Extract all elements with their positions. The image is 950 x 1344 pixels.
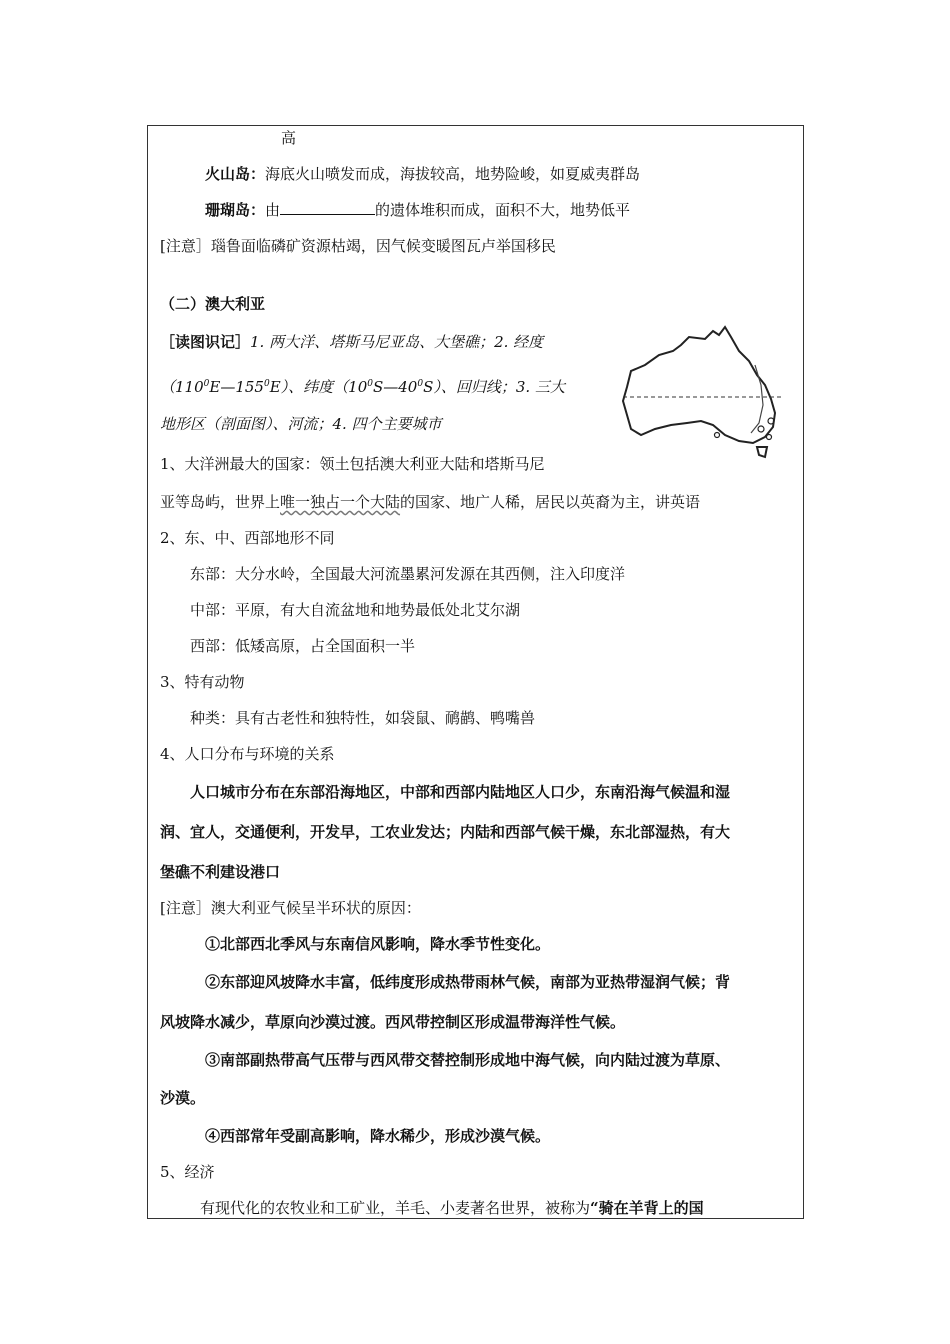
coral-label: 珊瑚岛：: [205, 201, 266, 219]
item-1-line-1: 1、大洋洲最大的国家：领土包括澳大利亚大陆和塔斯马尼: [160, 455, 545, 473]
item-3: 3、特有动物: [160, 673, 245, 691]
climate-reason-3-line-1: ③南部副热带高气压带与西风带交替控制形成地中海气候，向内陆过渡为草原、: [205, 1051, 731, 1069]
coral-island-line: [205, 200, 630, 220]
item-2: 2、东、中、西部地形不同: [160, 529, 335, 547]
read-map-line-2: $(110^0E—155^0E)$、纬度$(10^0S—40^0S)$、回归线；3. 三大: [160, 378, 565, 396]
climate-reason-1: ①北部西北季风与东南信风影响，降水季节性变化。: [205, 935, 551, 953]
item-5: 5、经济: [160, 1163, 215, 1181]
city-marker: [758, 426, 764, 432]
city-marker: [767, 435, 772, 440]
volcanic-label: 火山岛：: [205, 165, 266, 183]
climate-reason-4: ④西部常年受副高影响，降水稀少，形成沙漠气候。: [205, 1127, 551, 1145]
item-1-line-2: 亚等岛屿，世界上唯一独占一个大陆的国家、地广人稀，居民以英裔为主，讲英语: [160, 493, 701, 511]
volcanic-text: 海底火山喷发而成，海拔较高，地势险峻，如夏威夷群岛: [265, 165, 641, 183]
terrain-east: 东部：大分水岭，全国最大河流墨累河发源在其西侧，注入印度洋: [190, 565, 626, 583]
climate-reason-2-line-1: ②东部迎风坡降水丰富，低纬度形成热带雨林气候，南部为亚热带湿润气候；背: [205, 973, 731, 991]
text-gao: 高: [281, 129, 297, 147]
volcanic-island-line: [205, 164, 640, 184]
climate-reason-3-line-2: 沙漠。: [160, 1089, 206, 1107]
population-line-3: 堡礁不利建设港口: [160, 863, 281, 881]
read-map-text-1: 1. 两大洋、塔斯马尼亚岛、大堡礁；2. 经度: [250, 333, 544, 351]
economy-line: 有现代化的农牧业和工矿业，羊毛、小麦著名世界，被称为“骑在羊背上的国: [200, 1199, 704, 1217]
australia-map-figure: [615, 325, 795, 465]
read-map-line-1: [160, 332, 543, 352]
fill-in-blank[interactable]: [280, 200, 375, 215]
population-line-2: 润、宜人，交通便利，开发早，工农业发达；内陆和西部气候干燥，东北部湿热，有大: [160, 823, 731, 841]
terrain-middle: 中部：平原，有大自流盆地和地势最低处北艾尔湖: [190, 601, 521, 619]
item-4: 4、人口分布与环境的关系: [160, 745, 335, 763]
climate-reason-2-line-2: 风坡降水减少，草原向沙漠过渡。西风带控制区形成温带海洋性气候。: [160, 1013, 626, 1031]
terrain-west: 西部：低矮高原，占全国面积一半: [190, 637, 416, 655]
australia-outline: [623, 327, 775, 443]
note-climate: [注意］澳大利亚气候呈半环状的原因：: [160, 899, 421, 917]
coral-post: 的遗体堆积而成，面积不大，地势低平: [375, 201, 631, 219]
read-map-line-3: 地形区（剖面图）、河流；4. 四个主要城市: [160, 415, 442, 433]
animals-text: 种类：具有古老性和独特性，如袋鼠、鸸鹋、鸭嘴兽: [190, 709, 536, 727]
read-map-label: ［读图识记］: [160, 333, 251, 351]
section-title-australia: （二）澳大利亚: [160, 295, 266, 313]
city-marker: [715, 433, 720, 438]
population-line-1: 人口城市分布在东部沿海地区，中部和西部内陆地区人口少，东南沿海气候温和湿: [190, 783, 731, 801]
note-nauru: [注意］瑙鲁面临磷矿资源枯竭，因气候变暖图瓦卢举国移民: [160, 237, 556, 255]
coral-pre: 由: [265, 201, 281, 219]
tasmania-outline: [757, 447, 767, 457]
